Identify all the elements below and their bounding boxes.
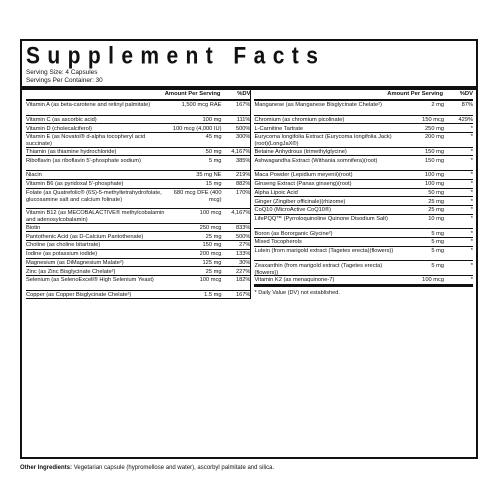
nutrient-row xyxy=(26,291,250,300)
nutrient-name: Lutein (from marigold extract (Tagetes erecta)(flowers)) xyxy=(254,248,394,255)
nutrient-dv: * xyxy=(470,248,473,255)
amount-header: Amount Per Serving xyxy=(387,91,443,97)
nutrient-dv: 385% xyxy=(235,157,251,164)
nutrient-dv: 167% xyxy=(235,291,251,298)
nutrient-amount: 15 mg xyxy=(205,181,222,188)
nutrient-dv: 167% xyxy=(235,102,251,109)
nutrient-name: Niacin xyxy=(26,172,42,179)
nutrient-dv: 500% xyxy=(235,233,251,240)
nutrient-amount: 35 mg NE xyxy=(196,172,222,179)
nutrient-dv: 111% xyxy=(236,116,251,123)
nutrient-name: CoQ10 (MicroActive CoQ10®) xyxy=(254,207,332,214)
left-column xyxy=(26,90,250,299)
nutrient-amount: 25 mg xyxy=(428,198,444,205)
nutrient-amount: 25 mg xyxy=(428,207,444,214)
nutrient-amount: 100 mcg xyxy=(199,210,222,217)
nutrient-dv: 219% xyxy=(235,172,251,179)
nutrient-row xyxy=(26,224,250,233)
other-ingredients-text: Vegetarian capsule (hypromellose and water), ascorbyl palmitate and silica. xyxy=(73,465,275,471)
nutrient-dv: 500% xyxy=(235,125,251,132)
supplement-facts-panel xyxy=(20,39,478,459)
nutrient-name: Folate (as Quatrefolic® (6S)-5-methyltetrahydrofolate, glucosamine salt and calcium folinate) xyxy=(26,189,162,203)
nutrient-amount: 150 mg xyxy=(425,157,444,164)
panel-title: Supplement Facts xyxy=(26,43,326,70)
nutrient-name: Mixed Tocopherols xyxy=(254,239,302,246)
nutrient-dv: 133% xyxy=(235,251,251,258)
nutrient-dv: 4,167% xyxy=(231,210,251,217)
nutrient-amount: 5 mg xyxy=(431,262,444,269)
nutrient-name: Selenium (as SelenoExcell® High Selenium Yeast) xyxy=(26,277,154,284)
nutrient-dv: * xyxy=(470,216,473,223)
nutrient-row xyxy=(26,124,250,133)
nutrient-name: Zinc (as Zinc Bisglycinate Chelate²) xyxy=(26,268,116,275)
nutrient-name: Pantothenic Acid (as D-Calcium Pantothenate) xyxy=(26,233,144,240)
nutrient-amount: 150 mg xyxy=(425,148,444,155)
nutrient-dv: * xyxy=(470,198,473,205)
nutrient-row xyxy=(254,171,473,180)
nutrient-dv: 833% xyxy=(235,224,251,231)
nutrient-dv: * xyxy=(470,230,473,237)
nutrient-amount: 45 mg xyxy=(205,134,222,141)
nutrient-name: Eurycoma longifolia Extract (Eurycoma longifolia Jack)(root)(LongJaX®) xyxy=(254,134,392,148)
nutrient-dv: * xyxy=(470,181,473,188)
nutrient-amount: 250 mcg xyxy=(199,224,222,231)
nutrient-row xyxy=(26,171,250,180)
dv-header: %DV xyxy=(237,91,251,97)
nutrient-amount: 1,500 mcg RAE xyxy=(181,102,222,109)
nutrient-name: Biotin xyxy=(26,224,41,231)
right-column xyxy=(250,90,473,299)
other-ingredients-label: Other Ingredients: xyxy=(20,465,73,471)
nutrient-dv: 182% xyxy=(235,277,251,284)
nutrient-name: Alpha Lipoic Acid xyxy=(254,189,298,196)
nutrient-amount: 2 mg xyxy=(431,102,444,109)
nutrient-amount: 150 mg xyxy=(202,242,222,249)
nutrient-dv: 4,167% xyxy=(231,148,251,155)
nutrient-amount: 50 mg xyxy=(428,189,444,196)
nutrient-row xyxy=(254,197,473,206)
nutrient-dv: * xyxy=(470,134,473,141)
nutrient-dv: * xyxy=(470,125,473,132)
nutrient-dv: 227% xyxy=(235,268,251,275)
nutrient-dv: 300% xyxy=(235,134,251,141)
nutrient-name: Ginger (Zingiber officinale)(rhizome) xyxy=(254,198,346,205)
nutrient-amount: 5 mg xyxy=(431,239,444,246)
nutrient-name: Vitamin B6 (as pyridoxal 5'-phosphate) xyxy=(26,181,124,188)
nutrient-row xyxy=(26,148,250,157)
nutrient-row xyxy=(26,156,250,171)
nutrient-amount: 5 mg xyxy=(431,248,444,255)
nutrient-amount: 200 mg xyxy=(425,134,444,141)
nutrient-name: Chromium (as chromium picolinate) xyxy=(254,116,345,123)
nutrient-amount: 680 mcg DFE (400 mcg) xyxy=(173,189,222,203)
nutrient-amount: 1.5 mg xyxy=(204,291,222,298)
nutrient-row xyxy=(26,133,250,148)
nutrient-row xyxy=(254,124,473,133)
nutrient-name: Vitamin E (as Novatol® d-alpha tocopheryl acid succinate) xyxy=(26,134,146,148)
nutrient-row xyxy=(254,148,473,157)
nutrient-row xyxy=(26,267,250,276)
nutrient-name: Choline (as choline bitartrate) xyxy=(26,242,101,249)
nutrient-row xyxy=(254,116,473,125)
nutrient-dv: * xyxy=(470,157,473,164)
left-column-header xyxy=(26,90,250,101)
nutrient-name: Zeaxanthin (from marigold extract (Tagetes erecta)(flowers)) xyxy=(254,262,383,276)
nutrient-amount: 100 mcg xyxy=(199,277,222,284)
nutrient-row xyxy=(26,250,250,259)
nutrient-row xyxy=(26,232,250,241)
nutrient-amount: 10 mg xyxy=(428,216,444,223)
facts-columns xyxy=(26,90,473,299)
other-ingredients xyxy=(20,464,478,472)
nutrient-row xyxy=(26,101,250,116)
dv-header: %DV xyxy=(459,91,473,97)
nutrient-amount: 125 mg xyxy=(202,259,222,266)
nutrient-dv: 27% xyxy=(239,242,251,249)
nutrient-row xyxy=(254,133,473,148)
nutrient-amount: 100 mcg xyxy=(422,277,444,284)
nutrient-row xyxy=(254,247,473,262)
nutrient-name: Betaine Anhydrous (trimethylglycine) xyxy=(254,148,347,155)
nutrient-name: Magnesium (as DiMagnesium Malate²) xyxy=(26,259,124,266)
nutrient-name: Ginseng Extract (Panax ginseng)(root) xyxy=(254,181,352,188)
nutrient-dv: 87% xyxy=(461,102,473,109)
nutrient-name: Thiamin (as thiamine hydrochloride) xyxy=(26,148,117,155)
nutrient-row xyxy=(254,180,473,189)
nutrient-name: Maca Powder (Lepidium meyenii)(root) xyxy=(254,172,353,179)
nutrient-row xyxy=(26,180,250,189)
nutrient-dv: 30% xyxy=(239,259,251,266)
serving-size: Serving Size: 4 Capsules xyxy=(26,69,98,76)
nutrient-dv: * xyxy=(470,207,473,214)
nutrient-row xyxy=(254,276,473,285)
nutrient-row xyxy=(26,276,250,291)
servings-per-container: Servings Per Container: 30 xyxy=(26,77,103,84)
nutrient-name: Vitamin D (cholecalciferol) xyxy=(26,125,92,132)
nutrient-amount: 100 mg xyxy=(425,181,444,188)
nutrient-row xyxy=(26,241,250,250)
nutrient-row xyxy=(26,116,250,125)
nutrient-row xyxy=(254,261,473,276)
nutrient-name: Manganese (as Manganese Bisglycinate Chelate²) xyxy=(254,102,382,109)
nutrient-amount: 25 mg xyxy=(205,233,222,240)
nutrient-row xyxy=(254,156,473,171)
nutrient-row xyxy=(254,206,473,215)
nutrient-row xyxy=(254,238,473,247)
nutrient-dv: * xyxy=(470,262,473,269)
nutrient-amount: 100 mg xyxy=(202,116,222,123)
nutrient-dv: * xyxy=(470,239,473,246)
nutrient-name: Copper (as Copper Bisglycinate Chelate²) xyxy=(26,291,132,298)
nutrient-dv: * xyxy=(470,172,473,179)
nutrient-amount: 100 mg xyxy=(425,172,444,179)
nutrient-row xyxy=(254,215,473,230)
nutrient-dv: * xyxy=(470,148,473,155)
nutrient-dv: 882% xyxy=(235,181,251,188)
nutrient-amount: 200 mcg xyxy=(199,251,222,258)
nutrient-row xyxy=(254,101,473,116)
nutrient-name: Riboflavin (as riboflavin 5'-phosphate sodium) xyxy=(26,157,141,164)
nutrient-name: Vitamin A (as beta-carotene and retinyl palmitate) xyxy=(26,102,151,109)
nutrient-amount: 250 mg xyxy=(425,125,444,132)
nutrient-dv: * xyxy=(470,189,473,196)
nutrient-amount: 5 mg xyxy=(208,157,222,164)
right-column-header xyxy=(254,90,473,101)
dv-footnote: * Daily Value (DV) not established. xyxy=(254,285,473,296)
nutrient-name: Vitamin B12 (as MECOBALACTIVE® methylcobalamin and adenosylcobalamin) xyxy=(26,210,165,224)
nutrient-row xyxy=(254,189,473,198)
nutrient-name: Vitamin C (as ascorbic acid) xyxy=(26,116,97,123)
left-nutrient-list xyxy=(26,101,250,299)
nutrient-name: Boron (as Bororganic Glycine²) xyxy=(254,230,333,237)
nutrient-amount: 5 mg xyxy=(431,230,444,237)
right-nutrient-list xyxy=(254,101,473,285)
nutrient-amount: 50 mg xyxy=(205,148,222,155)
nutrient-name: LifePQQ™ (Pyrroloquinoline Quinone Disodium Salt) xyxy=(254,216,388,223)
nutrient-amount: 25 mg xyxy=(205,268,222,275)
nutrient-row xyxy=(26,189,250,209)
nutrient-row xyxy=(26,259,250,268)
nutrient-dv: * xyxy=(470,277,473,284)
amount-header: Amount Per Serving xyxy=(164,91,221,97)
nutrient-name: Vitamin K2 (as menaquinone-7) xyxy=(254,277,335,284)
nutrient-dv: 429% xyxy=(458,116,473,123)
nutrient-amount: 100 mcg (4,000 IU) xyxy=(172,125,222,132)
nutrient-row xyxy=(254,229,473,238)
nutrient-name: Ashwagandha Extract (Withania somnifera)(root) xyxy=(254,157,378,164)
nutrient-name: Iodine (as potassium iodide) xyxy=(26,251,98,258)
nutrient-dv: 170% xyxy=(235,189,251,196)
nutrient-row xyxy=(26,209,250,224)
nutrient-amount: 150 mcg xyxy=(422,116,444,123)
nutrient-name: L-Carnitine Tartrate xyxy=(254,125,304,132)
